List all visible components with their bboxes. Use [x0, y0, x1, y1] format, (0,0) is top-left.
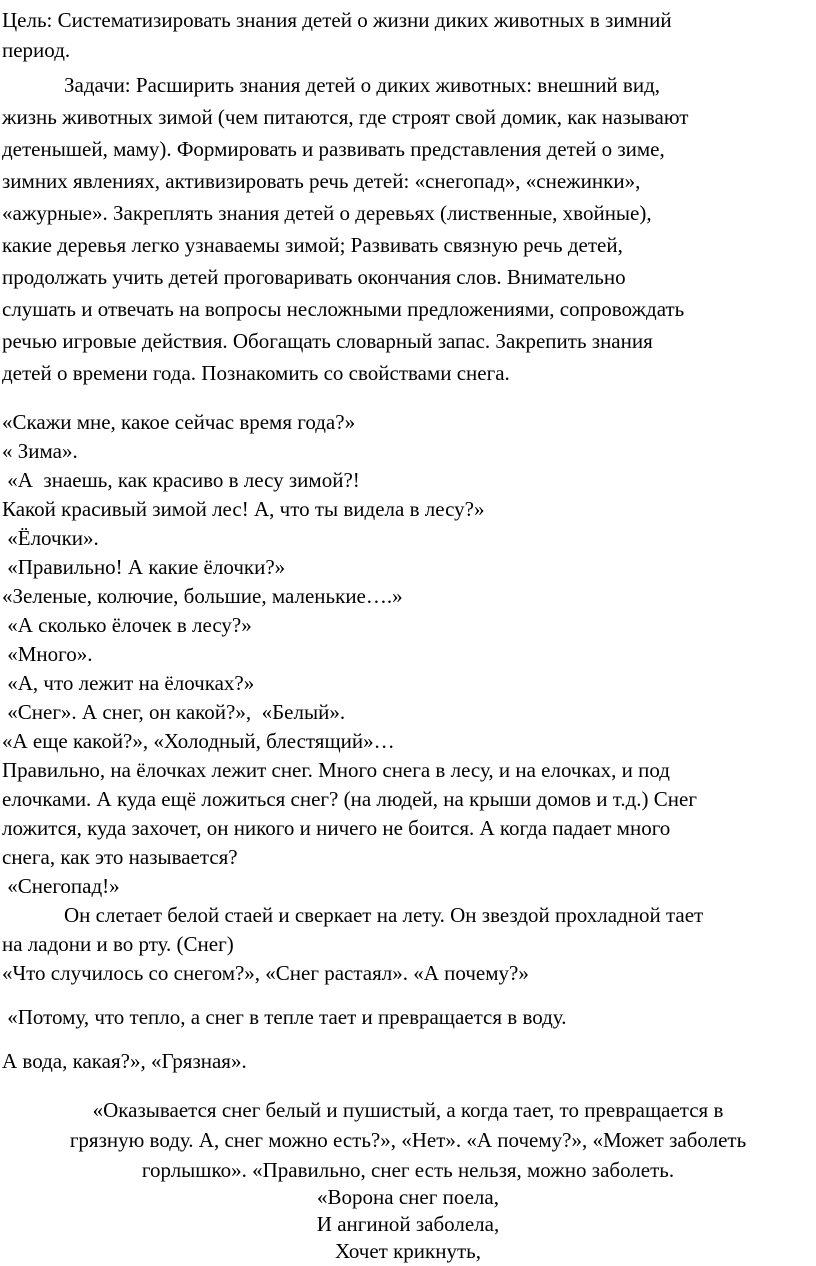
text-line: Какой красивый зимой лес! А, что ты видела в лесу?» — [2, 497, 485, 521]
text-line: Он слетает белой стаей и сверкает на лету. Он звездой прохладной тает — [64, 903, 704, 927]
text-line: снега, как это называется? — [2, 845, 238, 869]
text-line: «Зеленые, колючие, большие, маленькие….» — [2, 584, 403, 608]
text-line: «Снег». А снег, он какой?», «Белый». — [2, 700, 346, 724]
text-line: продолжать учить детей проговаривать окончания слов. Внимательно — [2, 265, 626, 289]
text-line: «Снегопад!» — [2, 874, 120, 898]
text-line: речью игровые действия. Обогащать словарный запас. Закрепить знания — [2, 329, 653, 353]
text-line: «А, что лежит на ёлочках?» — [2, 671, 255, 695]
text-line: зимних явлениях, активизировать речь детей: «снегопад», «снежинки», — [2, 169, 641, 193]
text-line: жизнь животных зимой (чем питаются, где строят свой домик, как называют — [2, 105, 689, 129]
text-line: «А сколько ёлочек в лесу?» — [2, 613, 252, 637]
text-line: «Оказывается снег белый и пушистый, а когда тает, то превращается в — [92, 1098, 724, 1122]
text-line: «Ёлочки». — [2, 526, 99, 550]
poem-line: «Ворона снег поела, — [317, 1185, 499, 1209]
text-line: слушать и отвечать на вопросы несложными предложениями, сопровождать — [2, 297, 685, 321]
text-line: Цель: Систематизировать знания детей о жизни диких животных в зимний — [2, 8, 672, 32]
text-line: « Зима». — [2, 439, 78, 463]
text-line: «Скажи мне, какое сейчас время года?» — [2, 410, 356, 434]
text-line: ложится, куда захочет, он никого и ничего не боится. А когда падает много — [2, 816, 671, 840]
text-line: горлышко». «Правильно, снег есть нельзя, можно заболеть. — [141, 1158, 675, 1182]
text-line: детей о времени года. Познакомить со свойствами снега. — [2, 361, 510, 385]
text-line: какие деревья легко узнаваемы зимой; Развивать связную речь детей, — [2, 233, 623, 257]
text-line: А вода, какая?», «Грязная». — [2, 1049, 247, 1073]
text-line: «Много». — [2, 642, 93, 666]
text-line: елочками. А куда ещё ложиться снег? (на людей, на крыши домов и т.д.) Снег — [2, 787, 697, 811]
text-line: «А еще какой?», «Холодный, блестящий»… — [2, 729, 395, 753]
text-line: период. — [2, 38, 71, 62]
poem-line: И ангиной заболела, — [316, 1212, 500, 1236]
text-line: «Что случилось со снегом?», «Снег растаял». «А почему?» — [2, 961, 529, 985]
text-line: грязную воду. А, снег можно есть?», «Нет». «А почему?», «Может заболеть — [69, 1128, 747, 1152]
text-line: «Потому, что тепло, а снег в тепле тает и превращается в воду. — [2, 1005, 567, 1029]
text-line: «ажурные». Закреплять знания детей о деревьях (лиственные, хвойные), — [2, 201, 652, 225]
text-line: детенышей, маму). Формировать и развивать представления детей о зиме, — [2, 137, 665, 161]
text-line: Задачи: Расширить знания детей о диких животных: внешний вид, — [64, 73, 661, 97]
text-line: Правильно, на ёлочках лежит снег. Много снега в лесу, и на елочках, и под — [2, 758, 670, 782]
text-line: «А знаешь, как красиво в лесу зимой?! — [2, 468, 360, 492]
text-line: «Правильно! А какие ёлочки?» — [2, 555, 286, 579]
poem-line: Хочет крикнуть, — [335, 1239, 481, 1263]
text-line: на ладони и во рту. (Снег) — [2, 932, 234, 956]
